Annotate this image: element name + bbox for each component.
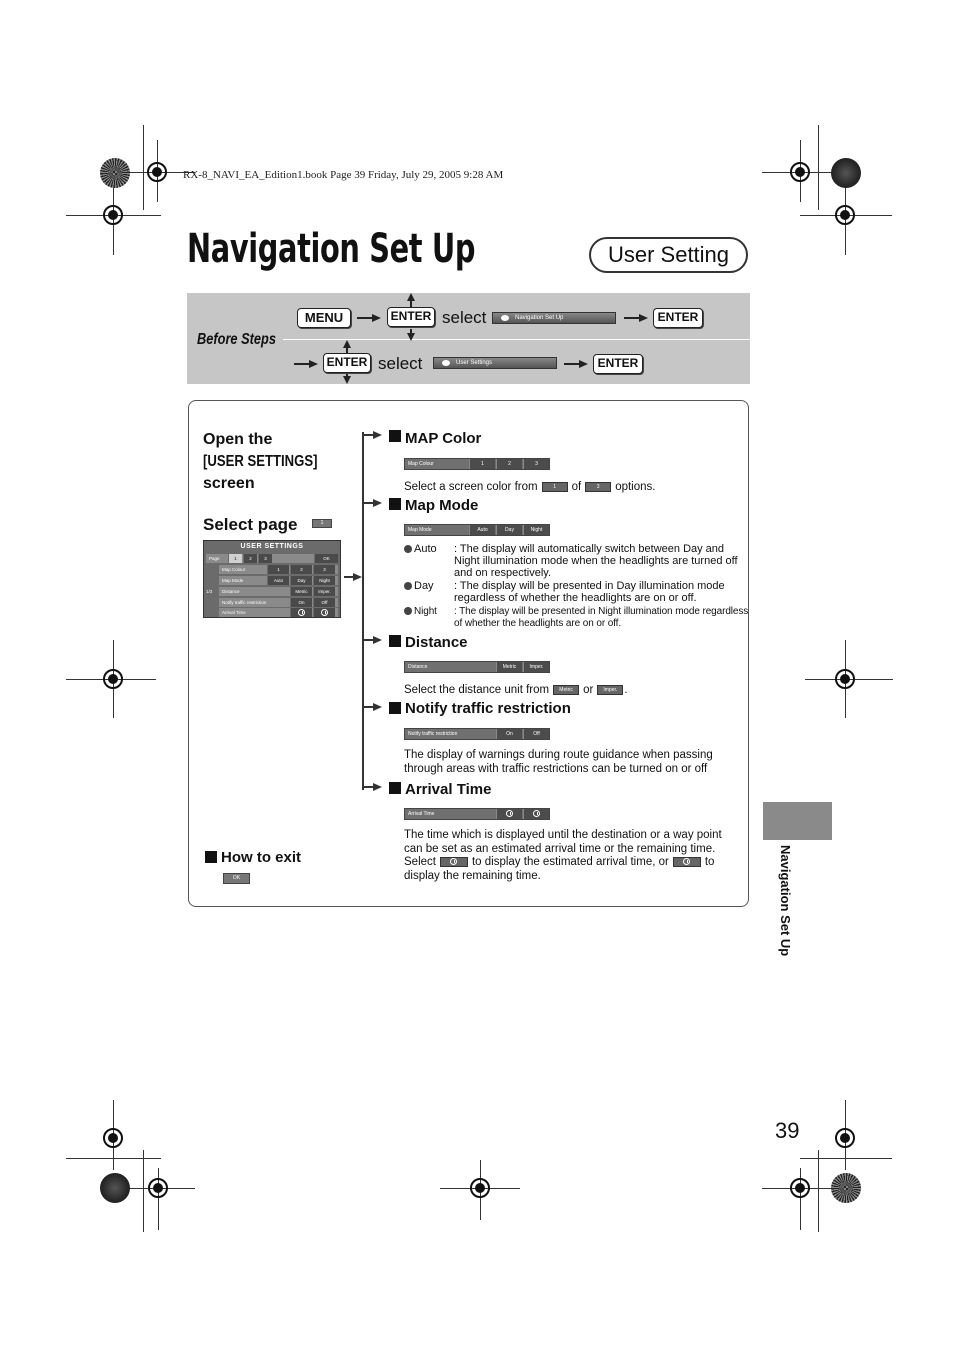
user-settings-item — [433, 357, 557, 369]
option-button[interactable]: Auto — [267, 576, 289, 585]
select-page-heading: Select page — [203, 515, 298, 534]
bar-label: Map Colour — [408, 461, 434, 467]
option-button[interactable]: Imper. — [523, 662, 549, 672]
ok-key: OK — [223, 873, 250, 884]
map-color-heading: MAP Color — [405, 430, 482, 447]
user-icon — [442, 360, 450, 366]
disc-mark — [831, 158, 861, 188]
mode-name: Night — [414, 606, 437, 617]
notify-heading: Notify traffic restriction — [405, 700, 571, 717]
how-to-exit-heading: How to exit — [221, 849, 302, 866]
body-text: to display the estimated arrival time, or — [471, 856, 669, 868]
registration-mark — [470, 1178, 490, 1198]
inline-key: 1 — [542, 482, 568, 492]
registration-mark — [835, 1128, 855, 1148]
bar-label: Distance — [408, 664, 428, 670]
timer-icon — [321, 609, 328, 616]
setting-label: Map Mode — [222, 578, 244, 583]
night-mode-item — [404, 606, 749, 630]
mode-description: : The display will be presented in Night illumination mode regardless of whether the headlights are on or off. — [454, 606, 749, 629]
menu-key: MENU — [297, 308, 351, 328]
option-button[interactable]: Day — [290, 576, 312, 585]
distance-text — [404, 684, 744, 698]
option-button[interactable]: 3 — [523, 459, 549, 469]
down-arrow-icon — [407, 333, 415, 341]
option-button[interactable]: Off — [313, 598, 335, 607]
timer-icon — [533, 810, 540, 817]
up-arrow-icon — [407, 293, 415, 301]
page-button[interactable]: 3 — [258, 554, 272, 563]
remaining-time-button[interactable] — [313, 608, 335, 617]
option-button[interactable]: Metric — [496, 662, 522, 672]
registration-mark — [103, 205, 123, 225]
up-arrow-icon — [343, 340, 351, 348]
page-1-key: 1 — [312, 519, 332, 528]
navigation-set-up-item — [492, 312, 616, 324]
bullet-icon — [404, 607, 412, 615]
option-button[interactable]: On — [496, 729, 522, 739]
mode-description: : The display will automatically switch between Day and Night illumination mode when the headlights are turned off and on respectively. — [454, 543, 738, 579]
option-button[interactable]: 3 — [313, 565, 335, 574]
clock-icon — [298, 609, 305, 616]
setting-row — [219, 608, 338, 617]
notify-text: The display of warnings during route guidance when passing through areas with traffic restrictions can be turned on or off — [404, 749, 713, 775]
map-mode-heading: Map Mode — [405, 497, 479, 514]
select-word: select — [442, 308, 487, 327]
screen-title: USER SETTINGS — [240, 543, 304, 550]
registration-mark — [835, 669, 855, 689]
sunburst-mark — [100, 158, 130, 188]
section-label: User Setting — [589, 237, 748, 273]
body-text: The time which is displayed until the destination or a way point can be set as an estimated arrival time or the remaining time. — [404, 829, 722, 855]
body-text: of — [571, 481, 582, 493]
section-bullet — [389, 635, 401, 647]
mode-name: Day — [414, 580, 434, 592]
arrow-icon — [364, 499, 382, 507]
option-button[interactable]: Night — [523, 525, 549, 535]
option-button[interactable]: On — [290, 598, 312, 607]
option-button[interactable]: Metric — [290, 587, 312, 596]
arrow-icon — [364, 783, 382, 791]
setting-row — [219, 565, 338, 574]
body-text: Select the distance unit from — [404, 684, 550, 696]
heading-line: screen — [203, 475, 255, 492]
arrow-icon — [364, 431, 382, 439]
option-button[interactable]: Off — [523, 729, 549, 739]
option-button[interactable]: Night — [313, 576, 335, 585]
notify-bar — [404, 728, 550, 740]
setting-label: Notify traffic restriction — [222, 600, 267, 605]
page-button[interactable]: 1 — [228, 554, 242, 563]
side-tab — [763, 802, 832, 840]
section-bullet — [389, 498, 401, 510]
body-text: Select — [404, 856, 436, 868]
estimated-arrival-button[interactable] — [290, 608, 312, 617]
setting-row — [219, 598, 338, 607]
registration-mark — [835, 205, 855, 225]
map-color-text — [404, 481, 744, 495]
registration-mark — [790, 1178, 810, 1198]
timer-key — [673, 857, 701, 867]
setting-label: Arrival Time — [222, 610, 246, 615]
auto-mode-item — [404, 543, 749, 579]
before-steps-panel — [187, 293, 750, 384]
arrow-icon — [364, 703, 382, 711]
inline-key: Imper. — [597, 685, 623, 695]
body-text: or — [583, 684, 594, 696]
registration-mark — [790, 162, 810, 182]
print-header: RX-8_NAVI_EA_Edition1.book Page 39 Friday, July 29, 2005 9:28 AM — [183, 169, 504, 181]
bullet-icon — [404, 545, 412, 553]
mode-name: Auto — [414, 543, 437, 555]
setting-row — [219, 587, 338, 596]
option-button[interactable]: Imper. — [313, 587, 335, 596]
distance-bar — [404, 661, 550, 673]
arrow-icon — [357, 314, 381, 322]
registration-mark — [147, 162, 167, 182]
inline-key: 3 — [585, 482, 611, 492]
option-button[interactable]: Auto — [469, 525, 495, 535]
page-label: Page — [209, 556, 220, 561]
option-button[interactable]: 2 — [496, 459, 522, 469]
user-settings-screen — [203, 540, 341, 618]
registration-mark — [103, 1128, 123, 1148]
disc-mark — [100, 1173, 130, 1203]
arrow-icon — [624, 314, 648, 322]
heading-line: [USER SETTINGS] — [203, 453, 318, 470]
page-button[interactable]: 2 — [243, 554, 257, 563]
bar-label: Map Mode — [408, 527, 432, 533]
enter-key: ENTER — [387, 307, 435, 327]
section-bullet — [205, 851, 217, 863]
arrow-icon — [564, 360, 588, 368]
arrival-text — [404, 829, 740, 883]
inline-key: Metric — [553, 685, 579, 695]
enter-key: ENTER — [653, 308, 703, 328]
menu-item-label: Navigation Set Up — [515, 315, 564, 321]
clock-icon — [450, 858, 457, 865]
body-text: display the remaining time. — [404, 869, 541, 882]
bar-label: Arrival Time — [408, 811, 435, 817]
menu-item-label: User Settings — [456, 360, 493, 366]
arrow-icon — [344, 573, 362, 581]
setting-row — [219, 576, 338, 585]
section-bullet — [389, 430, 401, 442]
map-colour-bar — [404, 458, 550, 470]
before-steps-label: Before Steps — [197, 331, 276, 348]
navigation-icon — [501, 315, 509, 321]
arrow-icon — [364, 636, 382, 644]
setting-label: Map Colour — [222, 567, 246, 572]
bullet-icon — [404, 582, 412, 590]
section-bullet — [389, 782, 401, 794]
setting-label: Distance — [222, 589, 240, 594]
estimated-arrival-button[interactable] — [496, 809, 522, 819]
registration-mark — [103, 669, 123, 689]
page-title: Navigation Set Up — [187, 226, 476, 272]
clock-icon — [506, 810, 513, 817]
page-number: 39 — [775, 1118, 800, 1143]
page-row — [206, 554, 338, 563]
map-mode-bar — [404, 524, 550, 536]
enter-key: ENTER — [593, 354, 643, 374]
select-word: select — [378, 354, 423, 373]
timer-icon — [683, 858, 690, 865]
body-text: . — [624, 684, 628, 696]
mode-description: : The display will be presented in Day illumination mode regardless of whether the headlights are on or off. — [454, 580, 725, 604]
ok-button[interactable]: OK — [314, 554, 338, 563]
option-button[interactable]: Day — [496, 525, 522, 535]
arrival-heading: Arrival Time — [405, 781, 492, 798]
option-button[interactable]: 2 — [290, 565, 312, 574]
registration-mark — [148, 1178, 168, 1198]
open-screen-heading — [203, 429, 343, 495]
distance-heading: Distance — [405, 634, 468, 651]
heading-line: Open the — [203, 431, 273, 448]
remaining-time-button[interactable] — [523, 809, 549, 819]
sunburst-mark — [831, 1173, 861, 1203]
section-bullet — [389, 702, 401, 714]
arrival-time-bar — [404, 808, 550, 820]
page-indicator: 1/3 — [206, 589, 213, 594]
arrow-icon — [294, 360, 318, 368]
option-button[interactable]: 1 — [469, 459, 495, 469]
option-button[interactable]: 1 — [267, 565, 289, 574]
enter-key: ENTER — [323, 353, 371, 373]
side-tab-label: Navigation Set Up — [778, 845, 793, 957]
clock-key — [440, 857, 468, 867]
day-mode-item — [404, 580, 749, 604]
flow-line — [362, 432, 364, 790]
down-arrow-icon — [343, 376, 351, 384]
body-text: Select a screen color from — [404, 481, 538, 493]
bar-label: Notify traffic restriction — [408, 731, 458, 737]
body-text: to — [704, 856, 715, 868]
body-text: options. — [615, 481, 656, 493]
